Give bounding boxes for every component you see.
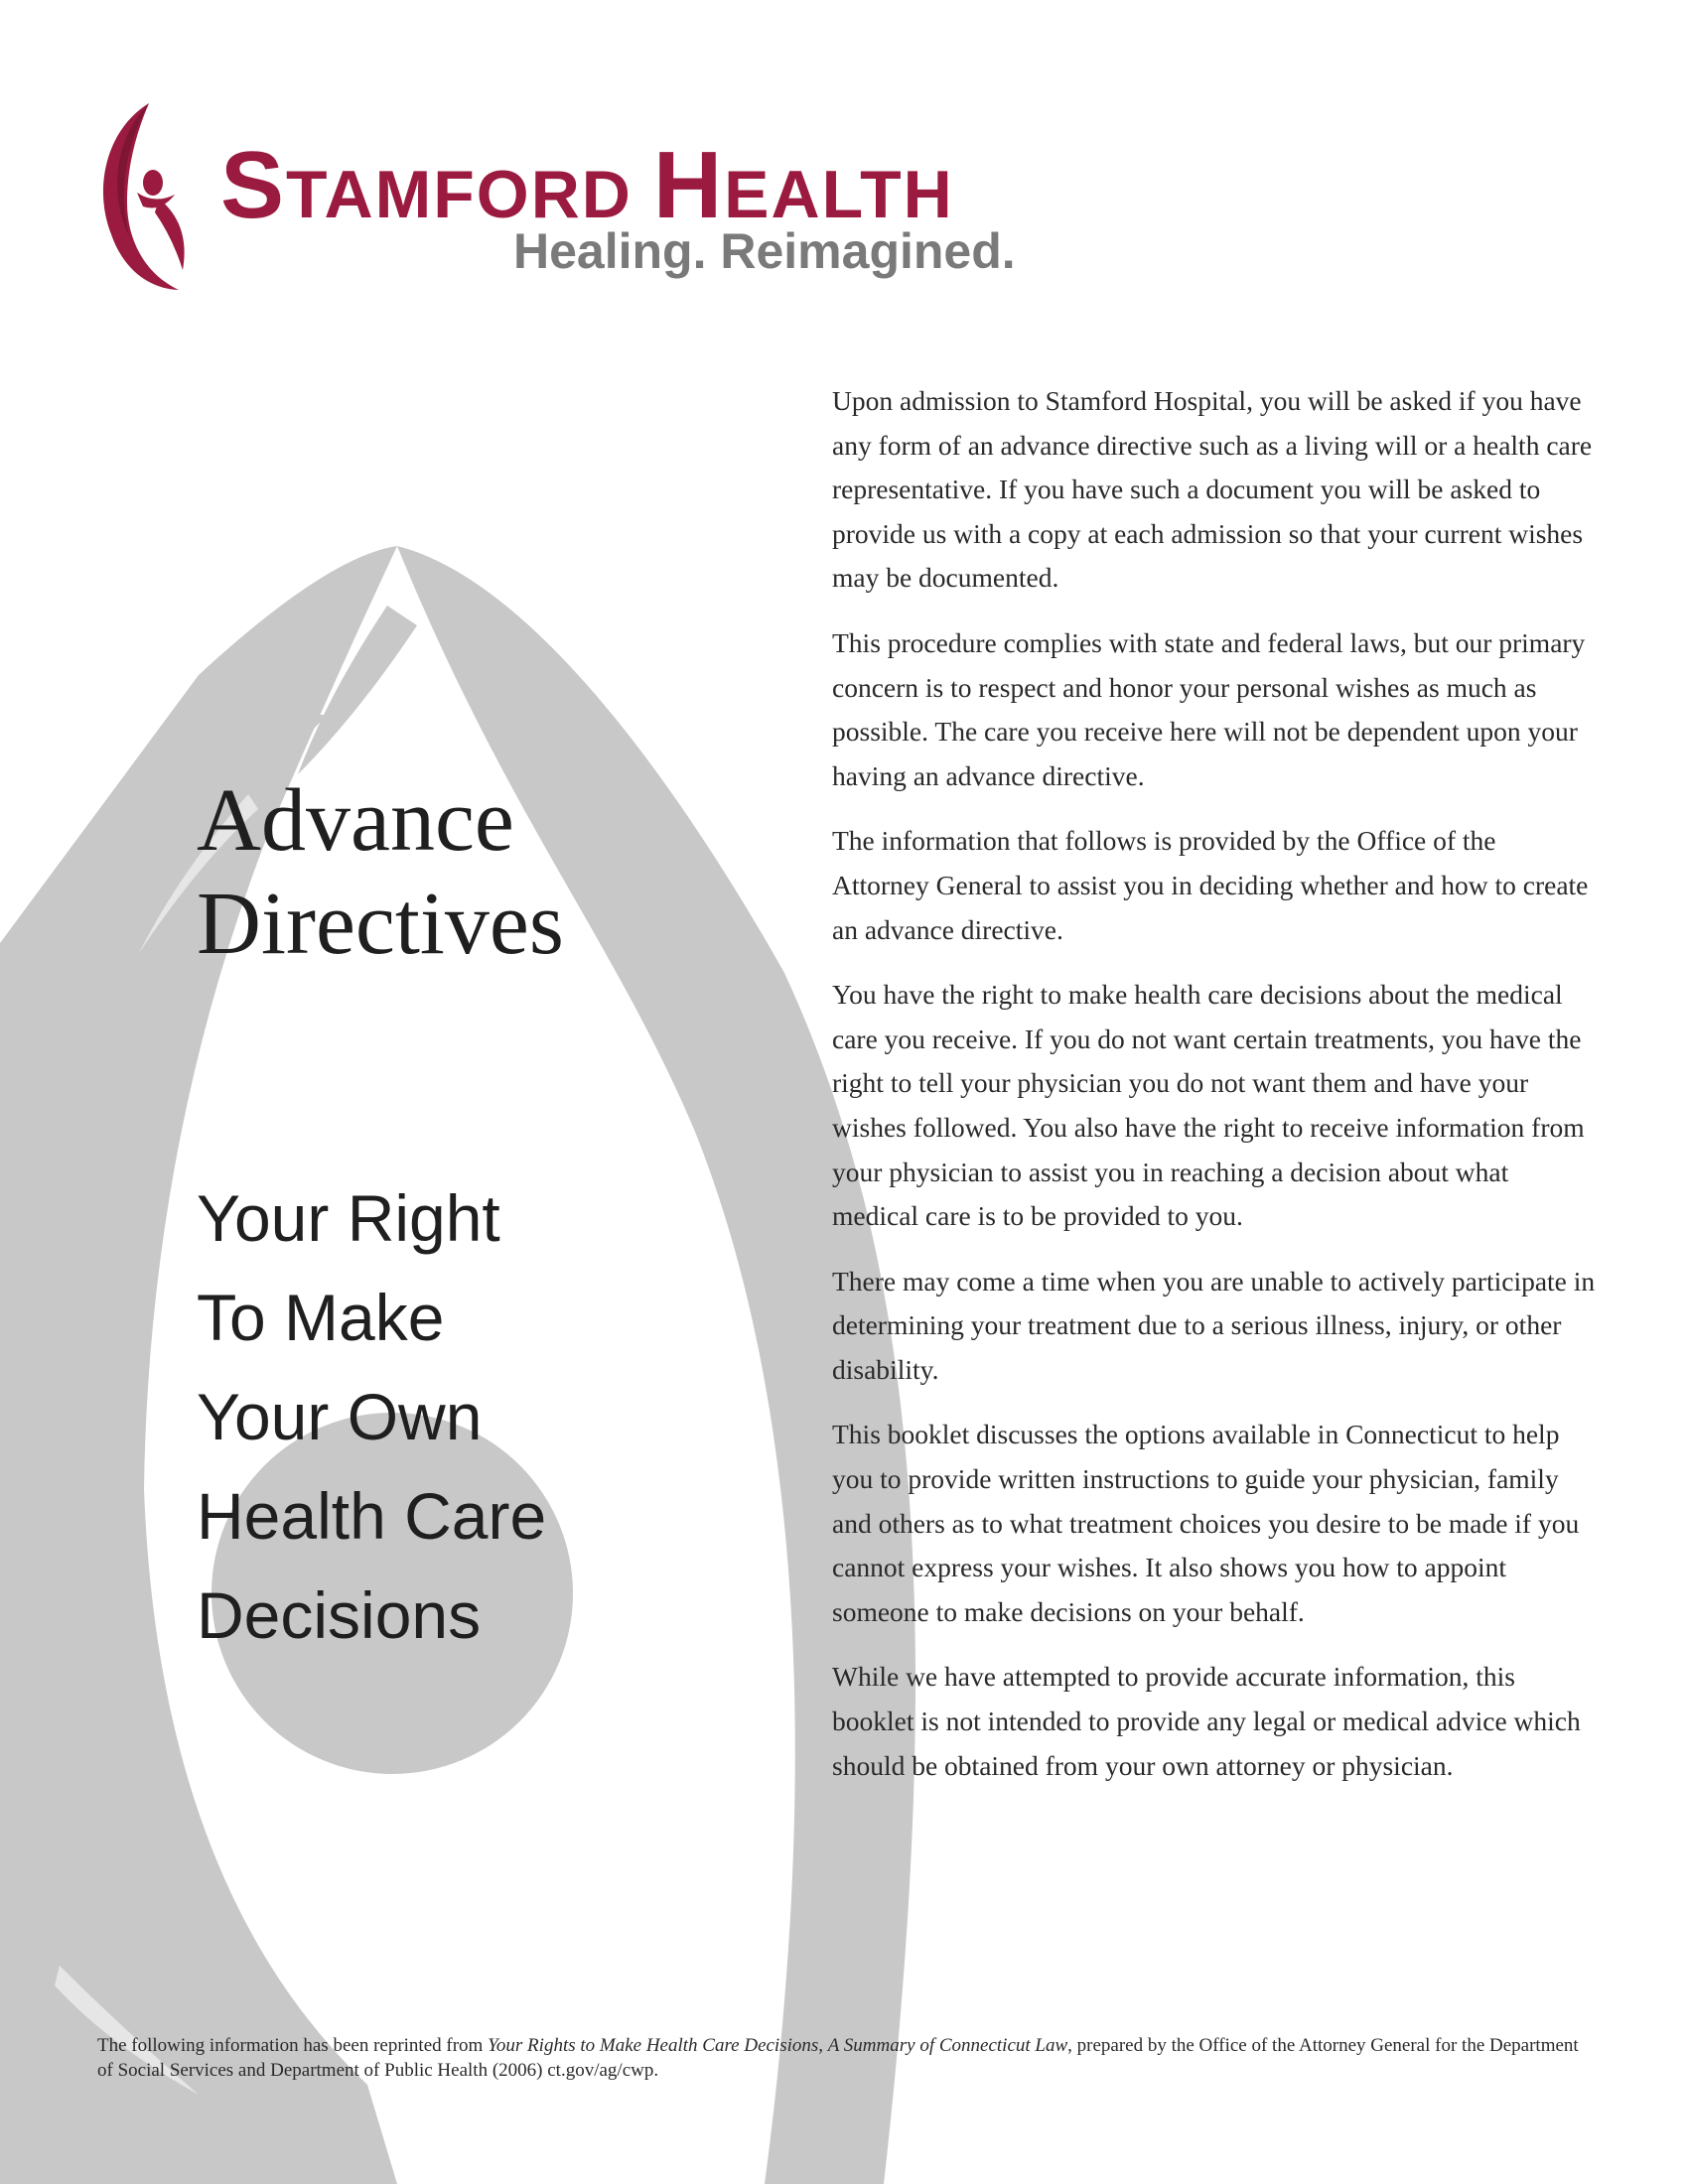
stamford-health-logo [91, 95, 1114, 304]
body-paragraph: There may come a time when you are unable to actively participate in determining your treatment due to a serious illness, injury, or other disability. [832, 1265, 1596, 1385]
body-paragraph: This booklet discusses the options available in Connecticut to help you to provide written instructions to guide your physician, family and others as to what treatment choices you desire to be made if you cannot express your wishes. It also shows you how to appoint someone to make decisions on your behalf. [832, 1419, 1580, 1627]
subtitle-line: Health Care [197, 1479, 547, 1553]
intro-body-text [832, 379, 1597, 1809]
title-line: Advance [197, 771, 514, 870]
brand-name: STAMFORD HEALTH [220, 132, 954, 238]
healing-figure-logo-icon [91, 95, 206, 294]
subtitle-line: Your Right [197, 1181, 500, 1255]
title-line: Directives [197, 875, 564, 973]
footnote-source-subtitle: A Summary of Connecticut Law [827, 2035, 1068, 2056]
subtitle-line: Your Own [197, 1380, 483, 1453]
subtitle-line: To Make [197, 1281, 445, 1354]
document-title [197, 769, 564, 976]
subtitle-line: Decisions [197, 1578, 482, 1652]
body-paragraph: While we have attempted to provide accurate information, this booklet is not intended to provide any legal or medical advice which should be obtained from your own attorney or physician. [832, 1661, 1581, 1781]
body-paragraph: You have the right to make health care decisions about the medical care you receive. If you do not want certain treatments, you have the right to tell your physician you do not want them and have your wishes followed. You also have the right to receive information from your physician to assist you in reaching a decision about what medical care is to be provided to you. [832, 979, 1585, 1232]
footnote-source-title: Your Rights to Make Health Care Decisions [488, 2035, 819, 2056]
body-paragraph: Upon admission to Stamford Hospital, you will be asked if you have any form of an advance directive such as a living will or a health care representative. If you have such a document you will be asked to provide us with a copy at each admission so that your current wishes may be documented. [832, 385, 1593, 594]
brand-tagline: Healing. Reimagined. [513, 223, 1016, 279]
body-paragraph: This procedure complies with state and federal laws, but our primary concern is to respect and honor your personal wishes as much as possible. The care you receive here will not be dependent upon your having an advance directive. [832, 626, 1586, 791]
source-footnote: The following information has been reprinted from Your Rights to Make Health Care Decisions, A Summary of Connecticut Law, prepared by the Office of the Attorney General for the Department of Social Services and Department of Public Health (2006) ct.gov/ag/cwp. [97, 2035, 1579, 2081]
body-paragraph: The information that follows is provided by the Office of the Attorney General to assist you in deciding whether and how to create an advance directive. [832, 825, 1589, 945]
document-subtitle [197, 1168, 546, 1665]
